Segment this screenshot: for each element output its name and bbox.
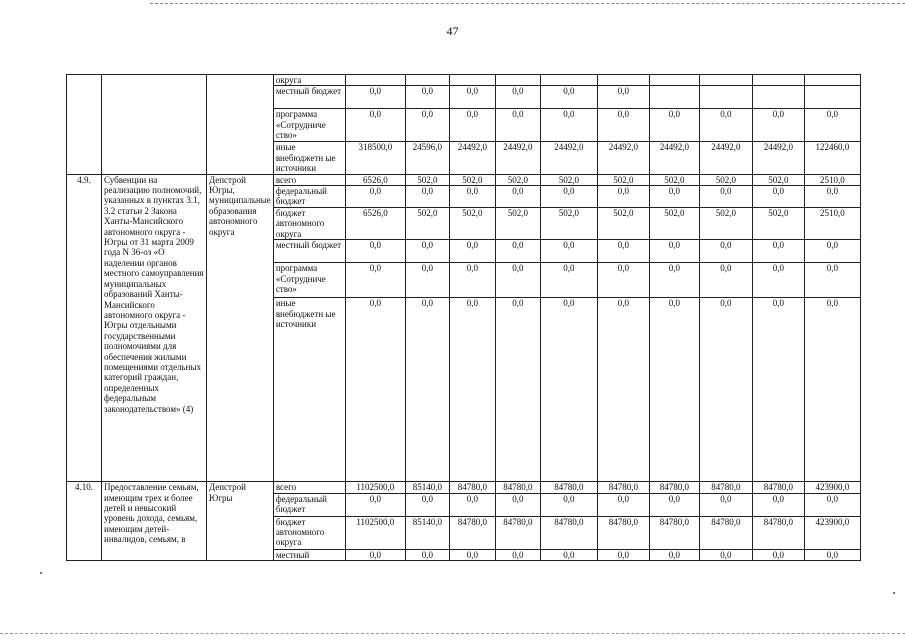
- year-value: 0,0: [804, 493, 860, 516]
- year-value: 84780,0: [495, 482, 540, 493]
- year-value: 84780,0: [752, 482, 804, 493]
- total-value: 0,0: [345, 298, 405, 482]
- funding-source: бюджет автономного округа: [273, 516, 345, 549]
- year-value: 0,0: [540, 240, 597, 263]
- year-value: 84780,0: [752, 516, 804, 549]
- total-value: 6526,0: [345, 208, 405, 240]
- row-executor: [207, 75, 274, 175]
- year-value: [449, 75, 495, 86]
- total-value: 0,0: [345, 86, 405, 109]
- row-name: Субвенции на реализацию полномочий, указанных в пунктах 3.1, 3.2 статьи 2 Закона Ханты-Мансийского автономного округа - Югры от 31 марта 2009 года N 36-оз «О наделении органов местного самоуправления муниципальных образований Ханты-Мансийского автономного округа - Югры отдельными государственными полномочиями для обеспечения жилыми помещениями отдельных категорий граждан, определенных федеральным законодательством» (4): [102, 174, 207, 482]
- year-value: 0,0: [804, 240, 860, 263]
- year-value: 0,0: [597, 240, 649, 263]
- total-value: 0,0: [345, 493, 405, 516]
- year-value: 0,0: [752, 298, 804, 482]
- funding-source: округа: [273, 75, 345, 86]
- year-value: 122460,0: [804, 142, 860, 174]
- year-value: 0,0: [495, 240, 540, 263]
- year-value: 0,0: [699, 109, 752, 142]
- year-value: 0,0: [699, 493, 752, 516]
- year-value: [699, 86, 752, 109]
- year-value: 84780,0: [649, 516, 699, 549]
- year-value: 502,0: [540, 174, 597, 185]
- year-value: 502,0: [699, 208, 752, 240]
- year-value: 0,0: [752, 493, 804, 516]
- year-value: [540, 75, 597, 86]
- year-value: 2510,0: [804, 208, 860, 240]
- year-value: 0,0: [699, 186, 752, 208]
- total-value: 0,0: [345, 240, 405, 263]
- year-value: 0,0: [649, 109, 699, 142]
- total-value: 0,0: [345, 263, 405, 298]
- scan-speck: [893, 592, 895, 594]
- table-row: [67, 174, 861, 185]
- year-value: 85140,0: [405, 482, 449, 493]
- year-value: 0,0: [405, 86, 449, 109]
- year-value: [405, 75, 449, 86]
- year-value: 0,0: [405, 298, 449, 482]
- total-value: 6526,0: [345, 174, 405, 185]
- year-value: 0,0: [752, 263, 804, 298]
- program-funding-table: [66, 74, 861, 561]
- total-value: 318500,0: [345, 142, 405, 174]
- year-value: 0,0: [699, 549, 752, 560]
- year-value: [804, 75, 860, 86]
- year-value: [597, 75, 649, 86]
- year-value: 0,0: [495, 298, 540, 482]
- year-value: 0,0: [540, 493, 597, 516]
- year-value: 0,0: [540, 109, 597, 142]
- year-value: 0,0: [449, 298, 495, 482]
- year-value: 502,0: [495, 208, 540, 240]
- year-value: 0,0: [649, 240, 699, 263]
- year-value: 84780,0: [597, 516, 649, 549]
- funding-source: федеральный бюджет: [273, 186, 345, 208]
- year-value: 502,0: [449, 208, 495, 240]
- year-value: 0,0: [752, 109, 804, 142]
- funding-source: всего: [273, 174, 345, 185]
- year-value: 0,0: [405, 109, 449, 142]
- year-value: 0,0: [752, 186, 804, 208]
- year-value: 0,0: [449, 109, 495, 142]
- year-value: 502,0: [752, 174, 804, 185]
- funding-source: местный: [273, 549, 345, 560]
- year-value: 0,0: [405, 549, 449, 560]
- funding-source: федеральный бюджет: [273, 493, 345, 516]
- year-value: 0,0: [597, 186, 649, 208]
- year-value: [495, 75, 540, 86]
- year-value: 0,0: [597, 493, 649, 516]
- funding-source: всего: [273, 482, 345, 493]
- year-value: 0,0: [752, 549, 804, 560]
- year-value: 0,0: [405, 493, 449, 516]
- year-value: 84780,0: [449, 516, 495, 549]
- year-value: 24492,0: [495, 142, 540, 174]
- year-value: 84780,0: [597, 482, 649, 493]
- year-value: 502,0: [449, 174, 495, 185]
- row-name: [102, 75, 207, 175]
- year-value: 85140,0: [405, 516, 449, 549]
- year-value: 502,0: [405, 208, 449, 240]
- year-value: 0,0: [495, 109, 540, 142]
- funding-source: местный бюджет: [273, 240, 345, 263]
- funding-source: программа «Сотрудниче ство»: [273, 109, 345, 142]
- year-value: 502,0: [752, 208, 804, 240]
- year-value: 0,0: [597, 549, 649, 560]
- total-value: 1102500,0: [345, 482, 405, 493]
- year-value: 24596,0: [405, 142, 449, 174]
- funding-source: бюджет автономного округа: [273, 208, 345, 240]
- scan-edge-top: [150, 3, 905, 4]
- year-value: 0,0: [597, 109, 649, 142]
- year-value: 0,0: [540, 186, 597, 208]
- year-value: 0,0: [804, 186, 860, 208]
- year-value: 0,0: [495, 549, 540, 560]
- year-value: 0,0: [449, 186, 495, 208]
- year-value: 0,0: [649, 186, 699, 208]
- year-value: 0,0: [540, 86, 597, 109]
- year-value: 0,0: [540, 549, 597, 560]
- year-value: 84780,0: [699, 482, 752, 493]
- year-value: 0,0: [449, 240, 495, 263]
- year-value: 0,0: [804, 298, 860, 482]
- year-value: 0,0: [752, 240, 804, 263]
- year-value: 0,0: [597, 263, 649, 298]
- scan-speck: [40, 572, 42, 574]
- year-value: 84780,0: [699, 516, 752, 549]
- year-value: [699, 75, 752, 86]
- year-value: 502,0: [649, 208, 699, 240]
- year-value: 0,0: [495, 186, 540, 208]
- year-value: 502,0: [405, 174, 449, 185]
- table-row: [67, 75, 861, 86]
- year-value: 0,0: [449, 263, 495, 298]
- year-value: 0,0: [649, 549, 699, 560]
- year-value: 84780,0: [540, 482, 597, 493]
- total-value: 0,0: [345, 109, 405, 142]
- row-number: [67, 75, 102, 175]
- year-value: 0,0: [449, 549, 495, 560]
- year-value: 0,0: [495, 86, 540, 109]
- row-number: 4.9.: [67, 174, 102, 482]
- scan-edge-bottom: [0, 633, 905, 634]
- year-value: 0,0: [699, 298, 752, 482]
- total-value: [345, 75, 405, 86]
- year-value: 0,0: [495, 263, 540, 298]
- table-body: [67, 75, 861, 561]
- year-value: 24492,0: [449, 142, 495, 174]
- year-value: 0,0: [449, 493, 495, 516]
- year-value: 0,0: [804, 109, 860, 142]
- year-value: 0,0: [405, 263, 449, 298]
- year-value: 84780,0: [649, 482, 699, 493]
- year-value: 502,0: [495, 174, 540, 185]
- year-value: 502,0: [540, 208, 597, 240]
- table-row: [67, 482, 861, 493]
- year-value: 502,0: [597, 174, 649, 185]
- row-name: Предоставление семьям, имеющим трех и более детей и невысокий уровень дохода, семьям, имеющим детей-инвалидов, семьям, в: [102, 482, 207, 561]
- year-value: [649, 86, 699, 109]
- year-value: 24492,0: [540, 142, 597, 174]
- year-value: [649, 75, 699, 86]
- year-value: 0,0: [649, 493, 699, 516]
- year-value: 24492,0: [597, 142, 649, 174]
- year-value: 0,0: [597, 86, 649, 109]
- row-executor: Депстрой Югры: [207, 482, 274, 561]
- page-number: 47: [446, 24, 459, 38]
- year-value: 0,0: [405, 240, 449, 263]
- funding-source: иные внебюджетн ые источники: [273, 298, 345, 482]
- year-value: 0,0: [405, 186, 449, 208]
- total-value: 1102500,0: [345, 516, 405, 549]
- funding-source: иные внебюджетн ые источники: [273, 142, 345, 174]
- year-value: 0,0: [449, 86, 495, 109]
- row-executor: Депстрой Югры, муниципальные образования автономного округа: [207, 174, 274, 482]
- year-value: 423900,0: [804, 516, 860, 549]
- year-value: 24492,0: [649, 142, 699, 174]
- year-value: 502,0: [699, 174, 752, 185]
- year-value: 0,0: [804, 549, 860, 560]
- year-value: 84780,0: [495, 516, 540, 549]
- year-value: 0,0: [649, 263, 699, 298]
- year-value: 84780,0: [449, 482, 495, 493]
- total-value: 0,0: [345, 186, 405, 208]
- row-number: 4.10.: [67, 482, 102, 561]
- year-value: 0,0: [649, 298, 699, 482]
- funding-source: программа «Сотрудниче ство»: [273, 263, 345, 298]
- year-value: [752, 75, 804, 86]
- year-value: 84780,0: [540, 516, 597, 549]
- year-value: 502,0: [649, 174, 699, 185]
- year-value: 24492,0: [699, 142, 752, 174]
- year-value: 0,0: [495, 493, 540, 516]
- year-value: [804, 86, 860, 109]
- year-value: 0,0: [699, 263, 752, 298]
- funding-source: местный бюджет: [273, 86, 345, 109]
- year-value: 0,0: [699, 240, 752, 263]
- year-value: 0,0: [597, 298, 649, 482]
- year-value: 0,0: [540, 263, 597, 298]
- year-value: 0,0: [540, 298, 597, 482]
- year-value: [752, 86, 804, 109]
- total-value: 0,0: [345, 549, 405, 560]
- year-value: 423900,0: [804, 482, 860, 493]
- year-value: 2510,0: [804, 174, 860, 185]
- year-value: 0,0: [804, 263, 860, 298]
- year-value: 502,0: [597, 208, 649, 240]
- year-value: 24492,0: [752, 142, 804, 174]
